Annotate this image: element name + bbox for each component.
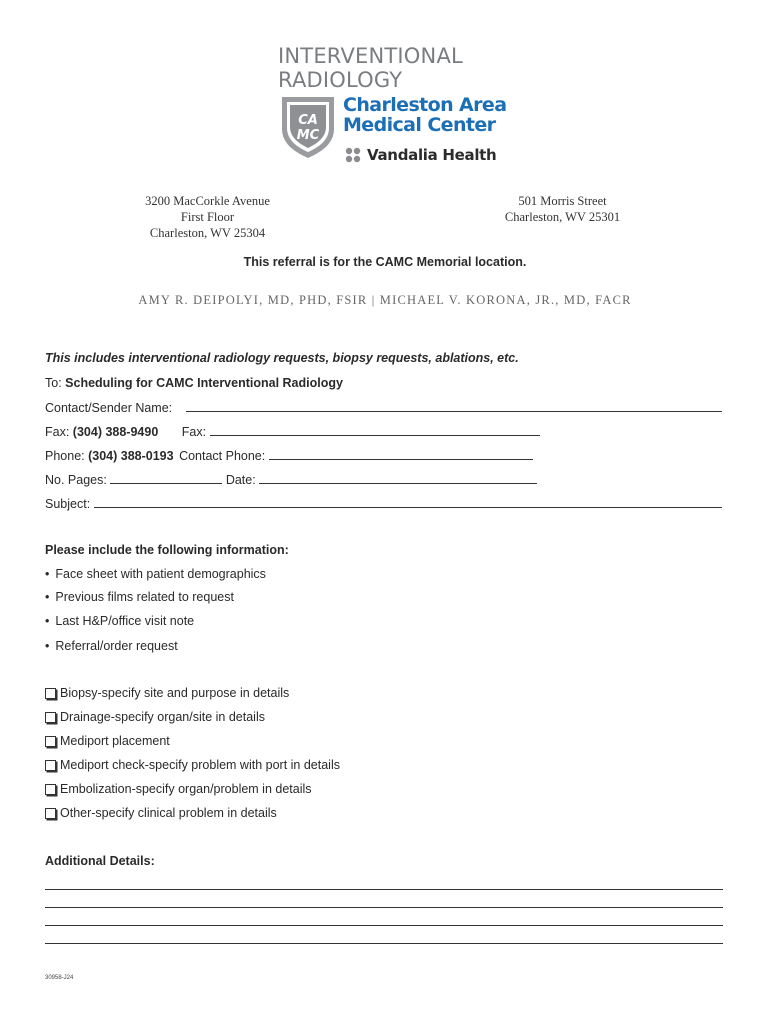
to-label: To: <box>45 376 66 390</box>
contact-phone-field[interactable] <box>269 448 533 460</box>
sender-fax-label: Fax: <box>181 425 207 439</box>
checklist-item-mediport-check <box>45 758 340 772</box>
organization-name <box>343 95 506 135</box>
address-line: 501 Morris Street <box>518 194 607 208</box>
fax-row <box>45 424 540 439</box>
contact-name-row <box>45 400 722 415</box>
checkbox[interactable] <box>45 712 56 723</box>
date-label: Date: <box>225 473 256 487</box>
pages-date-row <box>45 472 537 487</box>
fax-number: (304) 388-9490 <box>72 425 159 439</box>
organization-name-line2: Medical Center <box>343 114 496 136</box>
fax-label: Fax: <box>45 425 73 439</box>
checkbox[interactable] <box>45 760 56 771</box>
details-line[interactable] <box>45 925 723 926</box>
details-line[interactable] <box>45 889 723 890</box>
to-value: Scheduling for CAMC Interventional Radiology <box>65 376 343 390</box>
checklist-label: Embolization-specify organ/problem in details <box>60 782 312 796</box>
department-title <box>278 44 463 92</box>
address-general <box>480 193 645 225</box>
list-item <box>45 639 178 653</box>
subject-row <box>45 496 722 511</box>
parent-org <box>343 146 496 164</box>
bullet-glyph: • <box>45 639 50 653</box>
checklist-label: Other-specify clinical problem in details <box>60 806 277 820</box>
checklist-item-mediport-placement <box>45 734 170 748</box>
camc-shield-logo <box>279 95 337 159</box>
checkbox[interactable] <box>45 784 56 795</box>
address-line: Charleston, WV 25304 <box>149 226 266 240</box>
checklist-item-other <box>45 806 277 820</box>
checkbox[interactable] <box>45 688 56 699</box>
checkbox[interactable] <box>45 808 56 819</box>
vandalia-health-icon <box>343 146 363 164</box>
address-memorial <box>120 193 295 241</box>
phone-label: Phone: <box>45 449 89 463</box>
list-item-text: Previous films related to request <box>55 590 234 604</box>
form-code: 30958-J24 <box>45 975 74 981</box>
bullet-glyph: • <box>45 590 50 604</box>
checklist-item-biopsy <box>45 686 289 700</box>
contact-name-label: Contact/Sender Name: <box>45 401 173 415</box>
bullet-glyph: • <box>45 614 50 628</box>
shield-monogram-top: CA <box>298 113 318 128</box>
pages-label: No. Pages: <box>45 473 107 487</box>
shield-monogram-bottom: MC <box>296 128 320 143</box>
address-line: Charleston, WV 25301 <box>504 210 621 224</box>
phone-row <box>45 448 533 463</box>
address-line: 3200 MacCorkle Avenue <box>145 194 270 208</box>
list-item <box>45 590 234 604</box>
checklist-item-embolization <box>45 782 312 796</box>
list-item <box>45 614 194 628</box>
phone-number: (304) 388-0193 <box>88 449 174 463</box>
checklist-label: Biopsy-specify site and purpose in details <box>60 686 290 700</box>
list-item-text: Last H&P/office visit note <box>55 614 195 628</box>
details-line[interactable] <box>45 943 723 944</box>
checklist-item-drainage <box>45 710 265 724</box>
department-title-line1: INTERVENTIONAL <box>278 44 463 68</box>
location-note: This referral is for the CAMC Memorial location. <box>243 255 527 269</box>
checklist-label: Mediport check-specify problem with port in details <box>60 758 340 772</box>
subject-label: Subject: <box>45 497 91 511</box>
parent-org-label: Vandalia Health <box>367 146 497 164</box>
sender-fax-field[interactable] <box>210 424 540 436</box>
contact-phone-label: Contact Phone: <box>179 449 266 463</box>
date-field[interactable] <box>259 472 537 484</box>
checklist-label: Drainage-specify organ/site in details <box>60 710 265 724</box>
organization-name-line1: Charleston Area <box>343 94 507 116</box>
details-line[interactable] <box>45 907 723 908</box>
list-item <box>45 567 266 581</box>
subject-field[interactable] <box>94 496 722 508</box>
bullet-glyph: • <box>45 567 50 581</box>
checkbox[interactable] <box>45 736 56 747</box>
to-row <box>45 376 343 390</box>
checklist-label: Mediport placement <box>60 734 170 748</box>
additional-details-title: Additional Details: <box>45 854 155 868</box>
required-info-title: Please include the following information: <box>45 543 289 557</box>
pages-field[interactable] <box>110 472 222 484</box>
intro-text: This includes interventional radiology requests, biopsy requests, ablations, etc. <box>45 351 519 365</box>
contact-name-field[interactable] <box>186 400 722 412</box>
list-item-text: Face sheet with patient demographics <box>55 567 266 581</box>
physician-names: AMY R. DEIPOLYI, MD, PHD, FSIR | MICHAEL V. KORONA, JR., MD, FACR <box>138 293 632 307</box>
list-item-text: Referral/order request <box>55 639 178 653</box>
address-line: First Floor <box>180 210 235 224</box>
department-title-line2: RADIOLOGY <box>278 68 403 92</box>
